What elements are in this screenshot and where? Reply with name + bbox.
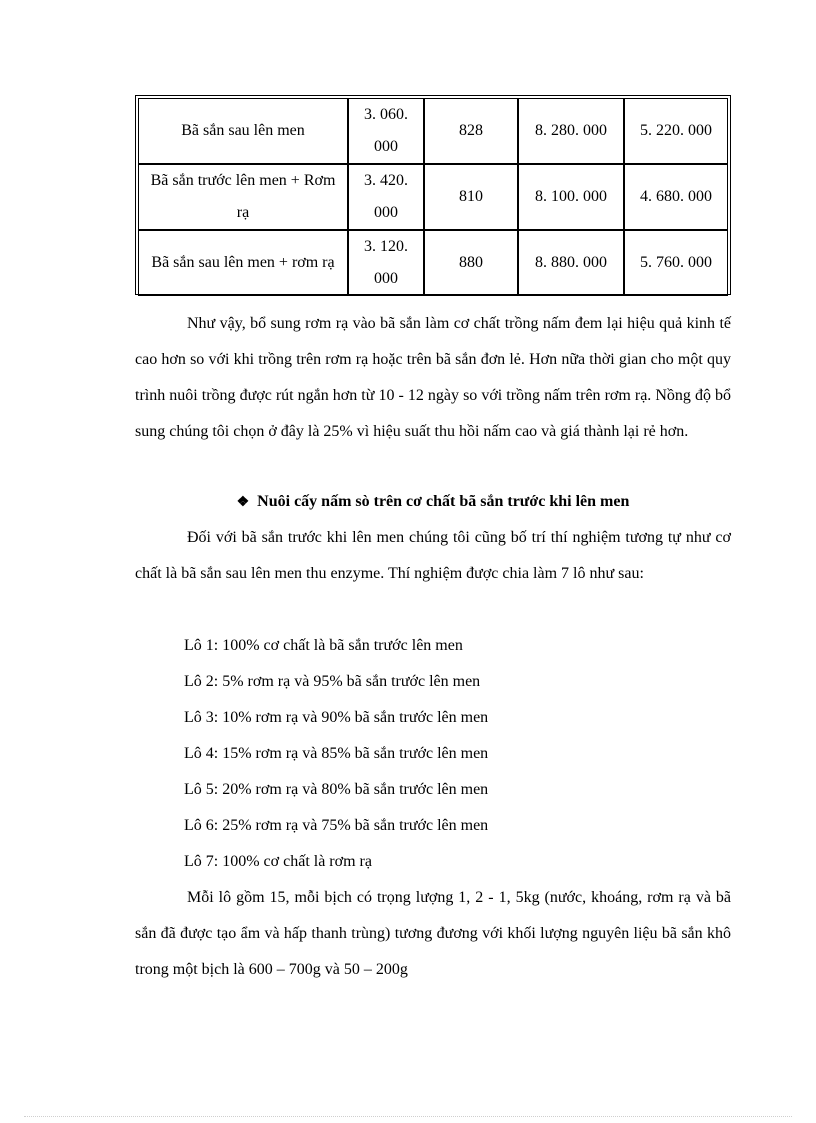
table-cell: 810: [424, 164, 518, 230]
list-item: Lô 7: 100% cơ chất là rơm rạ: [184, 853, 372, 870]
table-row: [138, 164, 728, 230]
table-row: [138, 98, 728, 164]
diamond-bullet-icon: ❖: [236, 495, 250, 510]
table-cell: 5. 760. 000: [624, 230, 728, 296]
table-row: [138, 230, 728, 296]
table-cell: 8. 280. 000: [518, 98, 624, 164]
paragraph-text: Như vậy, bổ sung rơm rạ vào bã sắn làm cơ chất trồng nấm đem lại hiệu quả kinh tế cao hơn so với khi trồng trên rơm rạ hoặc trên bã sắn đơn lẻ. Hơn nữa thời gian cho một quy trình nuôi trồng được rút ngắn hơn từ 10 - 12 ngày so với trồng nấm trên rơm rạ. Nồng độ bổ sung chúng tôi chọn ở đây là 25% vì hiệu suất thu hồi nấm cao và giá thành lại rẻ hơn.: [135, 315, 731, 440]
conclusion-paragraph: [135, 306, 731, 450]
list-item: Lô 4: 15% rơm rạ và 85% bã sắn trước lên men: [184, 745, 489, 762]
table-cell-substrate: Bã sắn sau lên men + rơm rạ: [138, 230, 348, 296]
table-cell-substrate: Bã sắn trước lên men + Rơm rạ: [138, 164, 348, 230]
section-heading: [135, 484, 731, 521]
table-cell: 3. 060. 000: [348, 98, 424, 164]
table-cell: 3. 120. 000: [348, 230, 424, 296]
cost-table-grid: [138, 98, 728, 296]
table-cell: 8. 880. 000: [518, 230, 624, 296]
list-item: Lô 2: 5% rơm rạ và 95% bã sắn trước lên men: [184, 673, 481, 690]
section-heading-text: Nuôi cấy nấm sò trên cơ chất bã sắn trước khi lên men: [257, 493, 630, 510]
table-cell: 5. 220. 000: [624, 98, 728, 164]
page-edge-divider: [24, 1116, 792, 1117]
table-cell: 880: [424, 230, 518, 296]
list-item: Lô 6: 25% rơm rạ và 75% bã sắn trước lên men: [184, 817, 489, 834]
table-cell: 8. 100. 000: [518, 164, 624, 230]
table-cell: 828: [424, 98, 518, 164]
intro-paragraph: [135, 520, 731, 592]
lot-list: [184, 628, 488, 880]
table-cell: 4. 680. 000: [624, 164, 728, 230]
method-paragraph: [135, 880, 731, 988]
list-item: Lô 5: 20% rơm rạ và 80% bã sắn trước lên men: [184, 781, 489, 798]
paragraph-text: Đối với bã sắn trước khi lên men chúng tôi cũng bố trí thí nghiệm tương tự như cơ chất là bã sắn sau lên men thu enzyme. Thí nghiệm được chia làm 7 lô như sau:: [135, 529, 731, 582]
list-item: Lô 3: 10% rơm rạ và 90% bã sắn trước lên men: [184, 709, 489, 726]
paragraph-text: Mỗi lô gồm 15, mỗi bịch có trọng lượng 1, 2 - 1, 5kg (nước, khoáng, rơm rạ và bã sắn đã được tạo ẩm và hấp thanh trùng) tương đương với khối lượng nguyên liệu bã sắn khô trong một bịch là 600 – 700g và 50 – 200g: [135, 889, 731, 978]
cost-table: [135, 95, 731, 295]
list-item: Lô 1: 100% cơ chất là bã sắn trước lên men: [184, 637, 463, 654]
table-cell-substrate: Bã sắn sau lên men: [138, 98, 348, 164]
table-cell: 3. 420. 000: [348, 164, 424, 230]
